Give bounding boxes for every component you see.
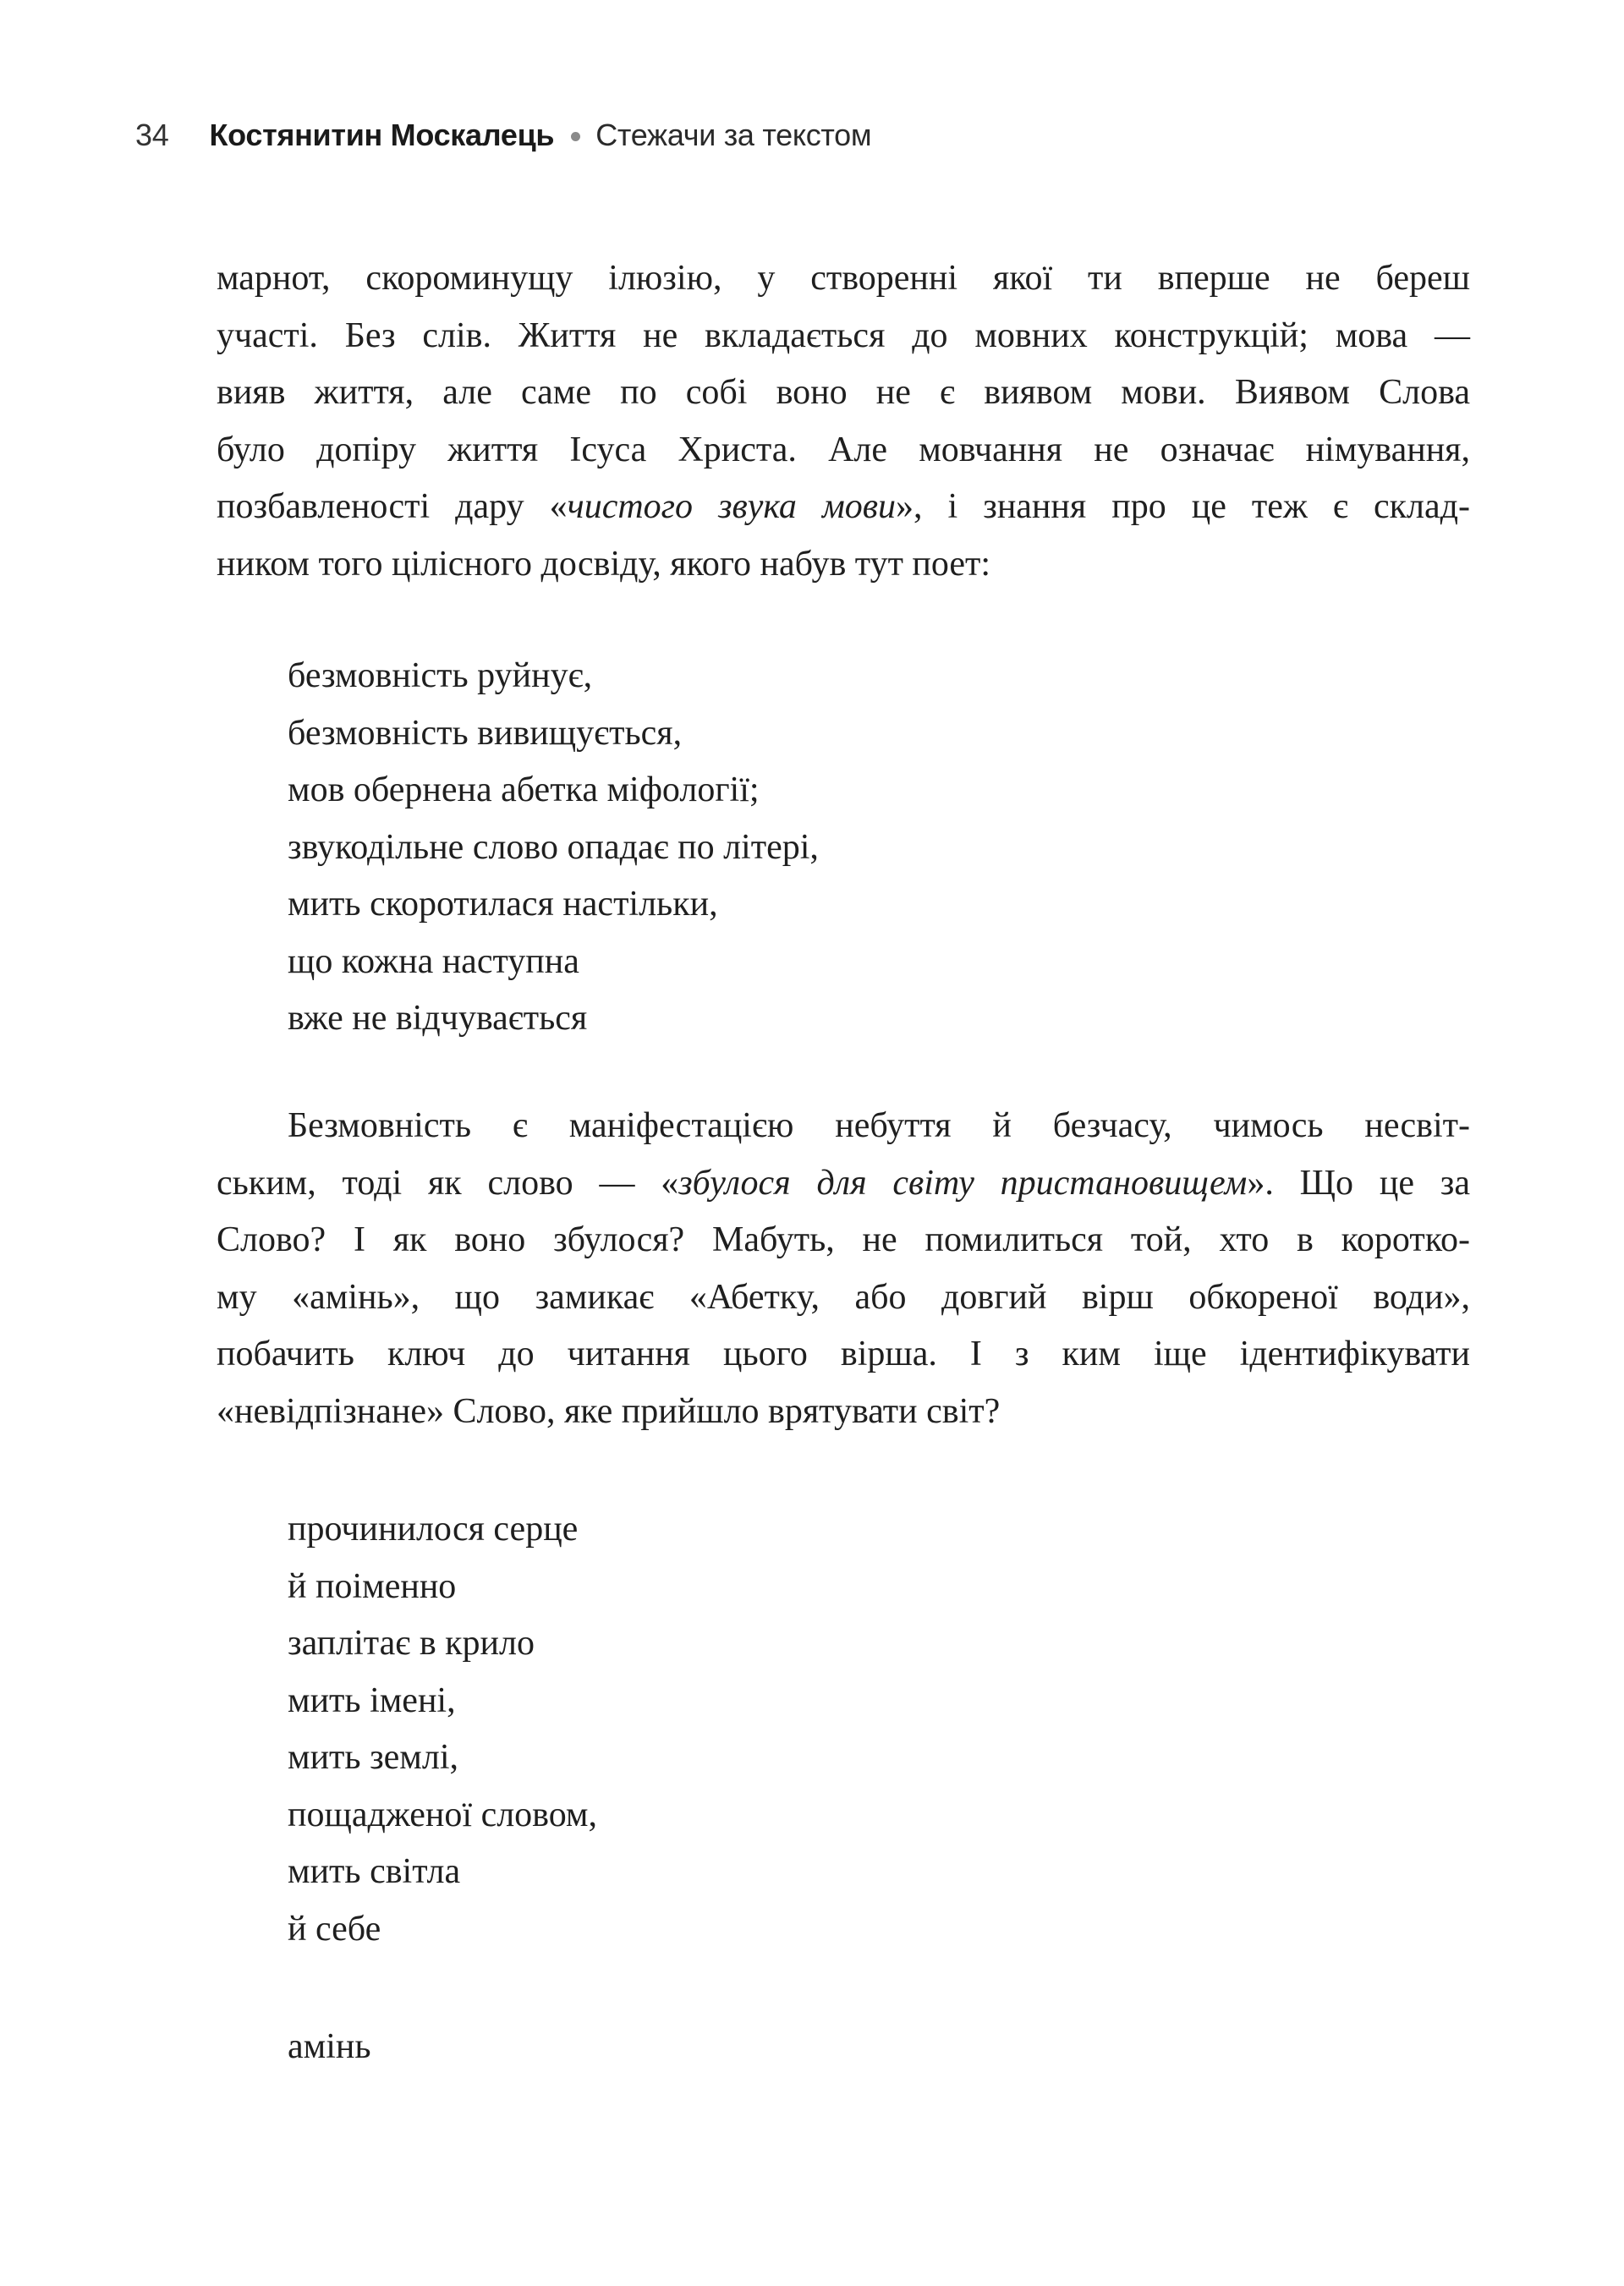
poem-verse: мить світла bbox=[288, 1852, 461, 1891]
running-header bbox=[135, 112, 871, 159]
poem-quote-2 bbox=[288, 1501, 597, 1958]
poem-verse: вже не відчувається bbox=[288, 999, 588, 1038]
text-line: було допіру життя Ісуса Христа. Але мовчання не означає німування, bbox=[217, 430, 1470, 469]
text-segment: позбавленості дару « bbox=[217, 487, 568, 526]
italic-quote: чистого звука мови bbox=[567, 487, 896, 526]
text-line: участі. Без слів. Життя не вкладається до мовних конструкцій; мова — bbox=[217, 315, 1470, 355]
text-segment: », і знання про це теж є склад- bbox=[896, 487, 1470, 526]
poem-verse: мов обернена абетка міфології; bbox=[288, 770, 760, 809]
poem-verse: прочинилося серце bbox=[288, 1510, 579, 1549]
text-line bbox=[217, 1155, 1470, 1213]
poem-verse: пощадженої словом, bbox=[288, 1795, 598, 1834]
author-name: Костянитин Москалець bbox=[209, 118, 555, 152]
paragraph bbox=[217, 1098, 1470, 1440]
poem-quote-1 bbox=[288, 648, 819, 1048]
poem-verse: безмовність вивищується, bbox=[288, 713, 683, 753]
poem-verse: й поіменно bbox=[288, 1566, 457, 1606]
text-line: побачить ключ до читання цього вірша. І з ким іще ідентифікувати bbox=[217, 1335, 1470, 1373]
poem-coda bbox=[288, 2019, 371, 2076]
text-segment: ». Що це за bbox=[1247, 1163, 1470, 1203]
text-line: ником того цілісного досвіду, якого набув тут поет: bbox=[217, 544, 991, 584]
poem-verse: що кожна наступна bbox=[288, 941, 579, 981]
poem-verse: мить імені, bbox=[288, 1680, 456, 1720]
text-line: вияв життя, але саме по собі воно не є виявом мови. Виявом Слова bbox=[217, 373, 1470, 412]
text-segment: ським, тоді як слово — « bbox=[217, 1163, 679, 1203]
book-title: Стежачи за текстом bbox=[595, 118, 872, 152]
poem-verse-amen: амінь bbox=[288, 2027, 371, 2066]
poem-verse: заплітає в крило bbox=[288, 1624, 535, 1663]
text-line: марнот, скороминущу ілюзію, у створенні якої ти вперше не береш bbox=[217, 259, 1470, 298]
bullet-separator-icon bbox=[571, 132, 580, 141]
poem-verse: безмовність руйнує, bbox=[288, 656, 593, 695]
text-line: Безмовність є маніфестацією небуття й безчасу, чимось несвіт- bbox=[288, 1106, 1470, 1145]
italic-quote: збулося для світу пристановищем bbox=[678, 1163, 1248, 1203]
text-line: «невідпізнане» Слово, яке прийшло врятувати світ? bbox=[217, 1391, 1001, 1431]
paragraph-continuation bbox=[217, 250, 1470, 593]
text-line: му «амінь», що замикає «Абетку, або довгий вірш обкореної води», bbox=[217, 1277, 1470, 1317]
text-line bbox=[217, 479, 1470, 536]
poem-verse: мить землі, bbox=[288, 1738, 459, 1777]
poem-verse: мить скоротилася настільки, bbox=[288, 885, 718, 924]
poem-verse: звукодільне слово опадає по літері, bbox=[288, 827, 819, 867]
poem-verse: й себе bbox=[288, 1909, 381, 1949]
page-number: 34 bbox=[135, 118, 169, 152]
text-line: Слово? І як воно збулося? Мабуть, не помилиться той, хто в коротко- bbox=[217, 1220, 1470, 1259]
